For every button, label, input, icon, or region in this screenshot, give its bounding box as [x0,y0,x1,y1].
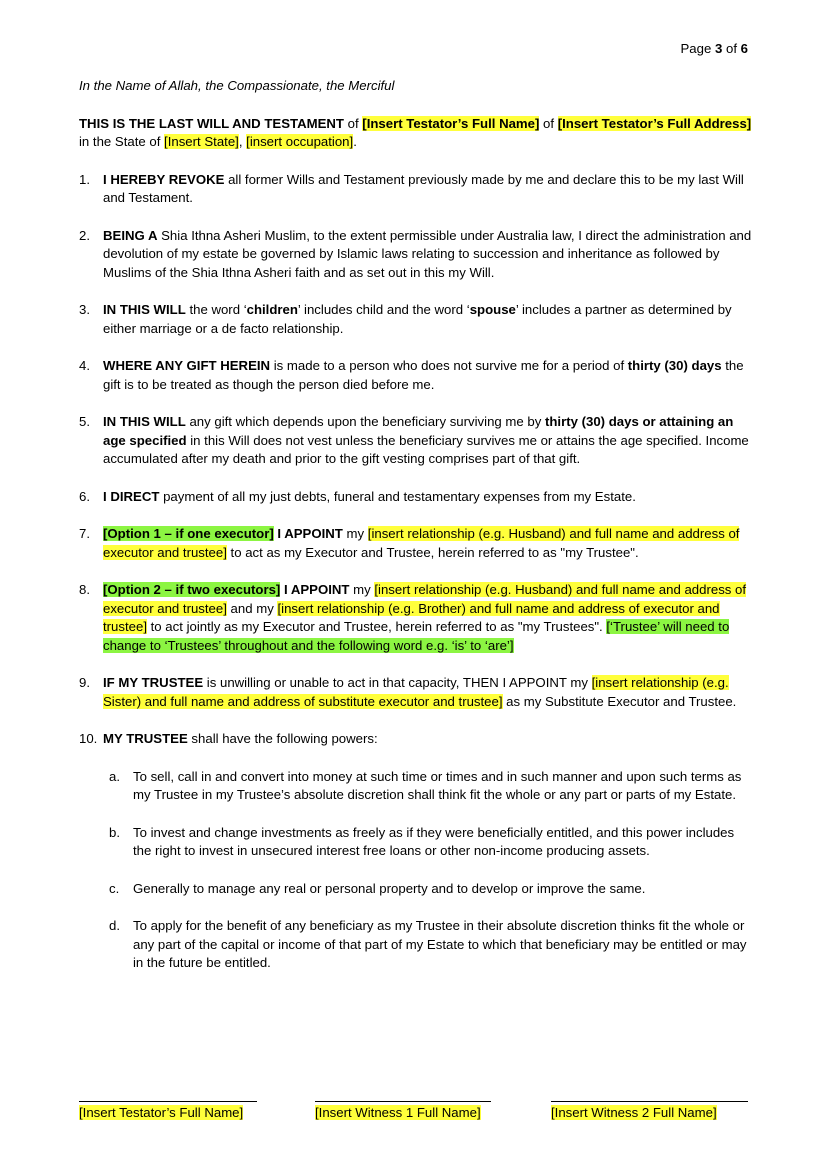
option-1-tag: [Option 1 – if one executor] [103,526,274,541]
witness-1-signature-line: [Insert Witness 1 Full Name] [315,1101,491,1123]
testator-signature-line: [Insert Testator’s Full Name] [79,1101,257,1123]
clause-7: 7. [Option 1 – if one executor] I APPOINT my [insert relationship (e.g. Husband) and full name and address of executor and trustee] to act as my Executor and Trustee, herein referred to as "my Trustee". [79,526,740,560]
clause-2: 2. BEING A Shia Ithna Asheri Muslim, to the extent permissible under Australia law, I direct the administration and devolution of my estate be governed by Islamic laws relating to succession and inheritance as followed by Muslims of the Shia Ithna Asheri faith and as set out in this my Will. [79,227,752,280]
power-a: a. To sell, call in and convert into money at such time or times and in such manner and upon such terms as my Trustee in my Trustee’s absolute discretion shall think fit the whole or any part or parts of my Estate. [109,768,742,802]
trustees-note: [‘Trustee’ will need to change to ‘Trustees’ throughout and the following word e.g. ‘is’ to ‘are’] [103,619,730,653]
invocation: In the Name of Allah, the Compassionate, the Merciful [79,78,395,93]
executor-1-placeholder: [insert relationship (e.g. Husband) and full name and address of executor and trustee] [103,582,747,616]
clause-5: 5. IN THIS WILL any gift which depends upon the beneficiary surviving me by thirty (30) days or attaining an age specified in this Will does not vest unless the beneficiary survives me or attains the age specified. Income accumulated after my death and prior to the gift vesting comprises part of that gift. [79,414,749,466]
powers-list [103,768,754,973]
clause-10: 10. MY TRUSTEE shall have the following powers: a. To sell, call in and convert into money at such time or times and in such manner and upon such terms as my Trustee in my Trustee’s absolute discretion shall think fit the whole or any part or parts of my Estate. b. To invest and change investments as freely as if they were beneficially entitled, and this power includes the right to invest in unsecured interest free loans or other non-income producing assets. c. Generally to manage any real or personal property and to develop or improve the same. d. To apply for the benefit of any beneficiary as my Trustee in their absolute discretion thinks fit the whole or any part of the capital or income of that part of my Estate to which that beneficiary may be entitled or may in the future be entitled. [79,730,754,973]
power-c: c. Generally to manage any real or personal property and to develop or improve the same. [109,880,646,896]
substitute-executor-placeholder: [insert relationship (e.g. Sister) and full name and address of substitute executor and trustee] [103,675,729,709]
executor-placeholder: [insert relationship (e.g. Husband) and full name and address of executor and trustee] [103,526,740,560]
testator-address-placeholder: [Insert Testator’s Full Address] [557,115,752,131]
executor-2-placeholder: [insert relationship (e.g. Brother) and full name and address of executor and trustee] [103,600,720,634]
witness-2-signature-line: [Insert Witness 2 Full Name] [551,1101,748,1123]
clause-3: 3. IN THIS WILL the word ‘children’ includes child and the word ‘spouse’ includes a partner as determined by either marriage or a de facto relationship. [79,302,732,336]
testament-heading: THIS IS THE LAST WILL AND TESTAMENT of [Insert Testator’s Full Name] of [Insert Testator’s Full Address] in the State of [Insert State], [insert occupation]. [79,115,752,149]
page-number: Page 3 of 6 [680,41,748,56]
occupation-placeholder: [insert occupation] [246,134,354,149]
clause-8: 8. [Option 2 – if two executors] I APPOINT my [insert relationship (e.g. Husband) and full name and address of executor and trustee] and my [insert relationship (e.g. Brother) and full name and address of executor and trustee] to act jointly as my Executor and Trustee, herein referred to as "my Trustees". [‘Trustee’ will need to change to ‘Trustees’ throughout and the following word e.g. ‘is’ to ‘are’] [79,582,747,653]
will-document-body [79,77,754,992]
clause-4: 4. WHERE ANY GIFT HEREIN is made to a person who does not survive me for a period of thirty (30) days the gift is to be treated as though the person died before me. [79,358,744,392]
testator-name-placeholder: [Insert Testator’s Full Name] [362,115,540,131]
power-b: b. To invest and change investments as freely as if they were beneficially entitled, and this power includes the right to invest in unsecured interest free loans or other non-income producing assets. [109,824,735,858]
power-d: d. To apply for the benefit of any beneficiary as my Trustee in their absolute discretion thinks fit the whole or any part of the capital or income of that part of my Estate to which that beneficiary may be entitled or may in the future be entitled. [109,918,747,970]
clause-1: 1. I HEREBY REVOKE all former Wills and Testament previously made by me and declare this to be my last Will and Testament. [79,171,744,205]
option-2-tag: [Option 2 – if two executors] [103,582,281,597]
clause-9: 9. IF MY TRUSTEE is unwilling or unable to act in that capacity, THEN I APPOINT my [insert relationship (e.g. Sister) and full name and address of substitute executor and trustee] as my Substitute Executor and Trustee. [79,675,737,709]
clause-list [79,171,754,973]
clause-6: 6. I DIRECT payment of all my just debts, funeral and testamentary expenses from my Estate. [79,488,636,504]
state-placeholder: [Insert State] [164,134,239,149]
